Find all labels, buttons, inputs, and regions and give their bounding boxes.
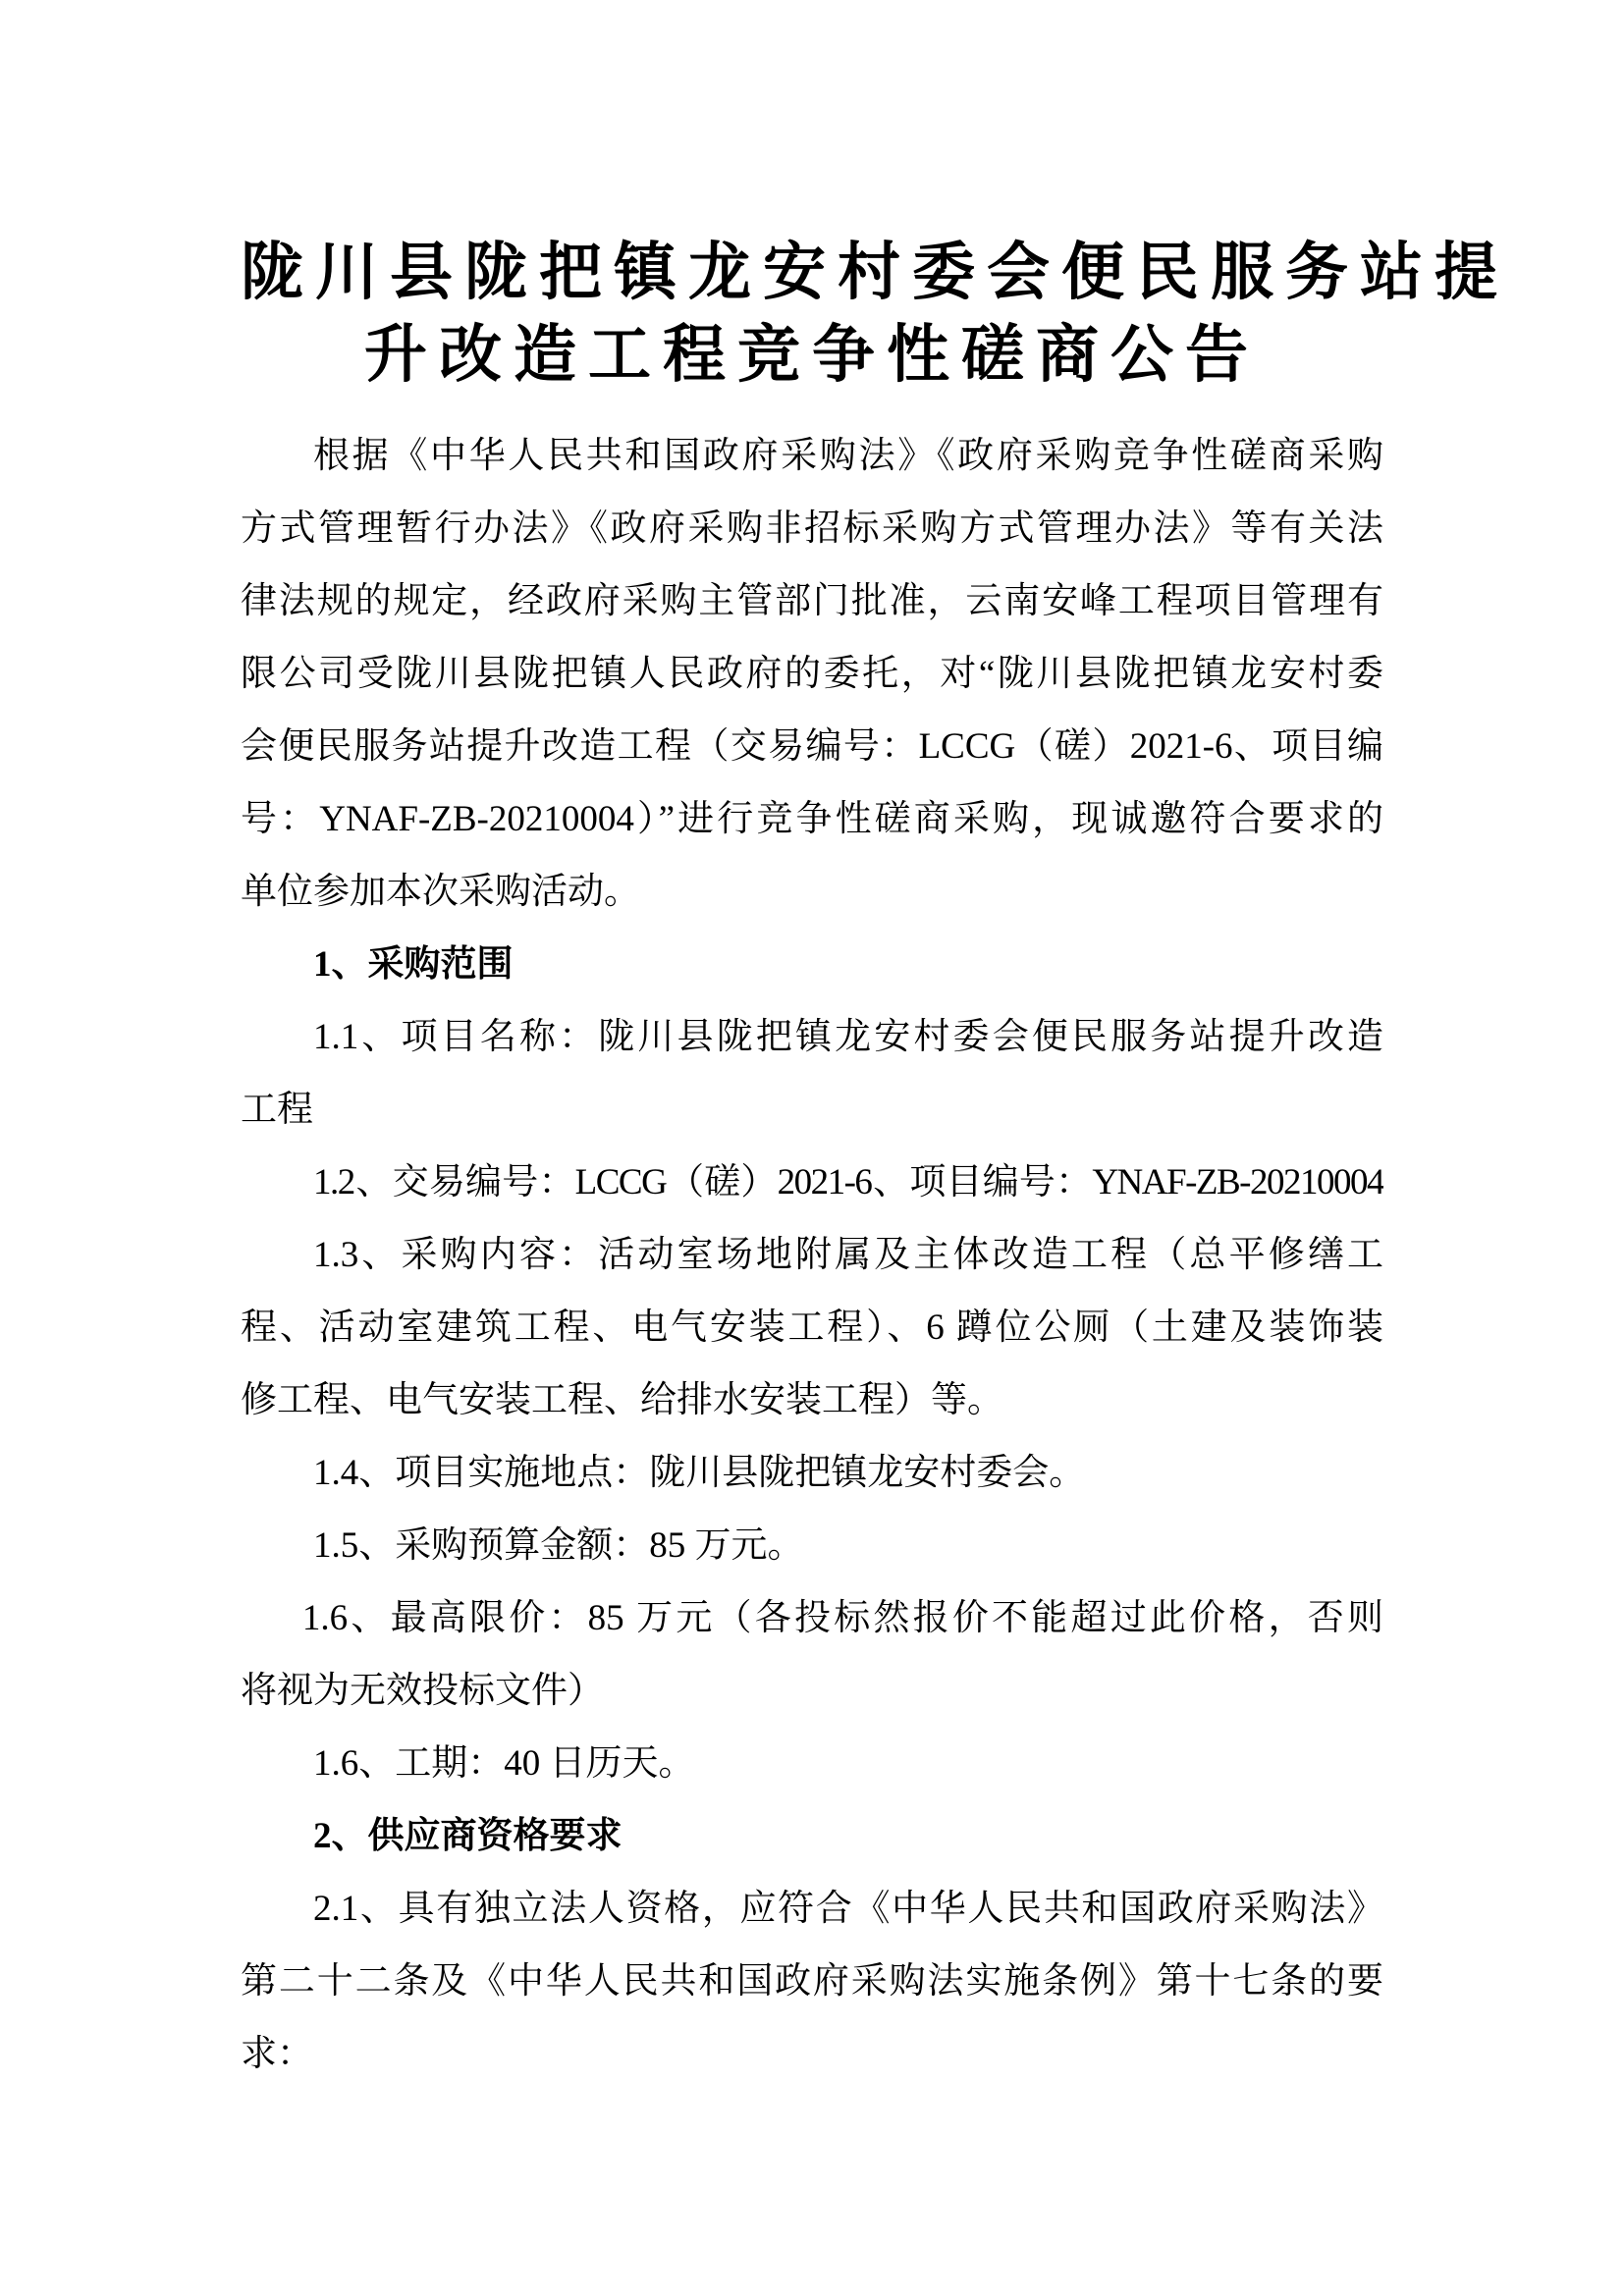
- document-text-line: 会便民服务站提升改造工程（交易编号：LCCG（磋）2021-6、项目编: [241, 726, 1383, 767]
- document-text-line: 工程: [241, 1090, 313, 1130]
- document-text-line: 求：: [241, 2034, 313, 2074]
- document-text-line: 2、供应商资格要求: [313, 1816, 623, 1856]
- document-text-line: 律法规的规定，经政府采购主管部门批准，云南安峰工程项目管理有: [241, 581, 1383, 621]
- document-text-line: 1.3、采购内容：活动室场地附属及主体改造工程（总平修缮工: [313, 1235, 1383, 1275]
- document-text-line: 将视为无效投标文件）: [241, 1671, 604, 1711]
- document-body: [241, 420, 1383, 2091]
- document-text-line: 1.6、工期：40 日历天。: [313, 1743, 695, 1784]
- document-text-line: 号：YNAF-ZB-20210004）”进行竞争性磋商采购，现诚邀符合要求的: [241, 799, 1383, 839]
- document-text-line: 1.2、交易编号：LCCG（磋）2021-6、项目编号：YNAF-ZB-20210004: [313, 1162, 1383, 1202]
- document-text-line: 1.1、项目名称：陇川县陇把镇龙安村委会便民服务站提升改造: [313, 1017, 1383, 1057]
- document-title: [241, 232, 1509, 397]
- document-content: [241, 232, 1509, 2091]
- document-text-line: 限公司受陇川县陇把镇人民政府的委托，对“陇川县陇把镇龙安村委: [241, 654, 1383, 694]
- document-text-line: 2.1、具有独立法人资格，应符合《中华人民共和国政府采购法》: [313, 1889, 1383, 1929]
- document-text-line: 根据《中华人民共和国政府采购法》《政府采购竞争性磋商采购: [313, 436, 1383, 476]
- document-text-line: 程、活动室建筑工程、电气安装工程）、6 蹲位公厕（土建及装饰装: [241, 1308, 1383, 1348]
- document-text-line: 第二十二条及《中华人民共和国政府采购法实施条例》第十七条的要: [241, 1961, 1383, 2002]
- document-text-line: 1、采购范围: [313, 944, 514, 985]
- document-text-line: 单位参加本次采购活动。: [241, 872, 640, 912]
- document-text-line: 1.4、项目实施地点：陇川县陇把镇龙安村委会。: [313, 1453, 1086, 1493]
- document-title-line-2: 升改造工程竞争性磋商公告: [364, 320, 1260, 390]
- document-title-line-1: 陇川县陇把镇龙安村委会便民服务站提: [241, 238, 1509, 307]
- document-text-line: 1.6、最高限价：85 万元（各投标然报价不能超过此价格，否则: [301, 1598, 1383, 1638]
- document-text-line: 1.5、采购预算金额：85 万元。: [313, 1525, 804, 1566]
- document-text-line: 方式管理暂行办法》《政府采购非招标采购方式管理办法》等有关法: [241, 508, 1383, 549]
- document-text-line: 修工程、电气安装工程、给排水安装工程）等。: [241, 1380, 1003, 1420]
